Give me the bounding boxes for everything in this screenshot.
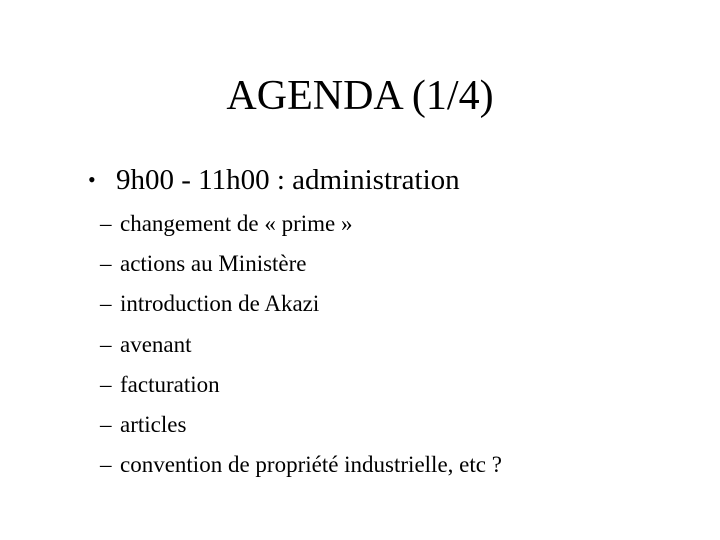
dash-icon: –	[100, 331, 112, 357]
main-point-text: 9h00 - 11h00 : administration	[116, 164, 460, 196]
sub-item-text: avenant	[120, 331, 192, 357]
sub-item-text: actions au Ministère	[120, 251, 307, 277]
dash-icon: –	[100, 211, 112, 236]
sub-item-text: introduction de Akazi	[120, 291, 320, 317]
sub-item	[100, 405, 502, 445]
sub-item-text: articles	[120, 412, 187, 438]
sub-item	[100, 325, 502, 365]
sub-item	[100, 445, 502, 485]
dash-icon: –	[100, 412, 112, 438]
slide-title: AGENDA (1/4)	[226, 73, 494, 119]
sub-item-text: changement de « prime »	[120, 211, 353, 236]
bullet-icon: •	[88, 167, 96, 192]
dash-icon: –	[100, 371, 112, 397]
sub-item-text: facturation	[120, 371, 220, 397]
dash-icon: –	[100, 452, 112, 478]
sub-item	[100, 365, 502, 405]
sub-item	[100, 244, 502, 284]
sub-item-text: convention de propriété industrielle, etc ?	[120, 452, 502, 478]
sub-item	[100, 204, 502, 244]
sub-item	[100, 284, 502, 324]
dash-icon: –	[100, 251, 112, 277]
agenda-main-point	[88, 160, 460, 200]
agenda-sub-items	[100, 204, 502, 485]
dash-icon: –	[100, 291, 112, 317]
